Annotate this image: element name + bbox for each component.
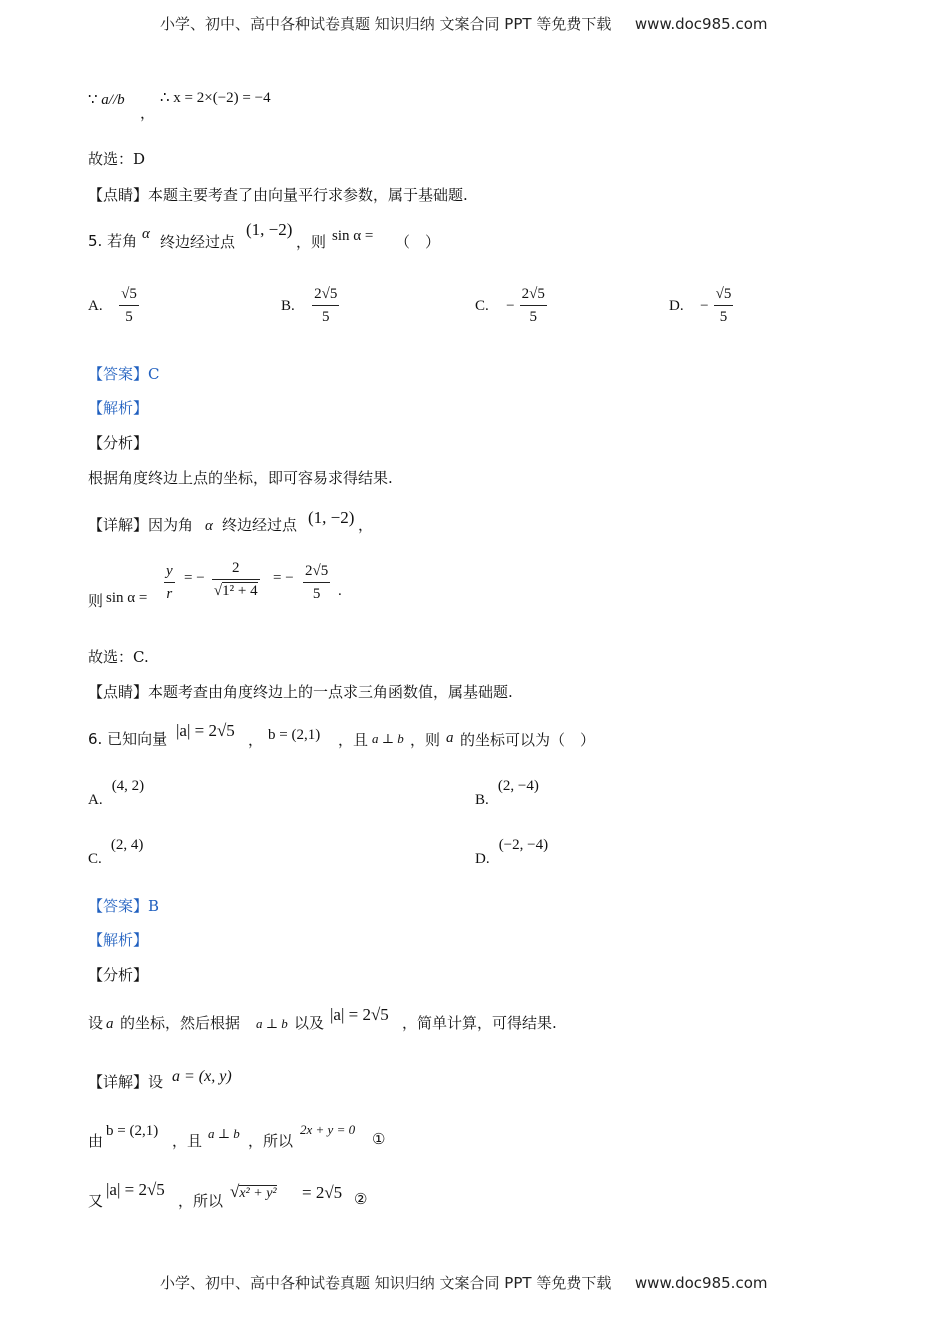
q6-option-b <box>475 775 539 808</box>
q5-fenxi-text: 根据角度终边上点的坐标，即可容易求得结果. <box>88 469 393 487</box>
page-footer <box>160 1272 767 1293</box>
q5-jiexi: 【解析】 <box>88 399 149 417</box>
choose-d: 故选：D <box>88 150 146 168</box>
option-sign: − <box>506 298 515 314</box>
footer-text: 小学、初中、高中各种试卷真题 知识归纳 文案合同 PPT 等免费下载 <box>160 1274 612 1292</box>
frac-den: 5 <box>125 309 133 325</box>
q6-ze: ，则 <box>410 731 441 749</box>
option-value: (4, 2) <box>111 778 145 794</box>
because-symbol: ∵ <box>88 92 98 108</box>
option-label: A. <box>88 298 103 314</box>
option-label: D. <box>475 851 490 867</box>
q5-mid: 终边经过点 <box>160 233 236 251</box>
q5-point: (1, −2) <box>246 220 293 239</box>
q5-result-frac <box>303 562 330 603</box>
option-fraction <box>312 285 339 326</box>
page-header <box>160 13 767 34</box>
option-label: B. <box>475 792 489 808</box>
q6-f-mid: 的坐标，然后根据 <box>120 1014 241 1032</box>
dianjing-1: 【点睛】本题主要考查了由向量平行求参数，属于基础题. <box>88 186 468 204</box>
q6-prefix: 6. 已知向量 <box>88 730 168 748</box>
option-sign: − <box>700 298 709 314</box>
frac-num: 2√5 <box>520 285 547 306</box>
q5-y-over-r <box>164 562 175 603</box>
q6-option-d <box>475 834 549 867</box>
q5-option-c <box>475 285 547 326</box>
q5-period: . <box>338 583 342 599</box>
q6-option-c <box>88 834 144 867</box>
frac-num: 2 <box>212 559 260 580</box>
q6-again-mod: |a| = 2√5 <box>106 1180 165 1199</box>
q5-sin-eq: sin α = <box>106 590 148 606</box>
sqrt-content: x² + y² <box>239 1186 277 1201</box>
q6-f-yiji: 以及 <box>294 1014 325 1032</box>
line-because <box>88 90 125 109</box>
q6-f-tail: ，简单计算，可得结果. <box>402 1014 557 1032</box>
q6-f-mod: |a| = 2√5 <box>330 1005 389 1024</box>
option-label: A. <box>88 792 103 808</box>
option-fraction <box>520 285 547 326</box>
q5-detail-comma: ， <box>358 516 374 534</box>
header-link[interactable]: www.doc985.com <box>634 15 768 33</box>
q6-again-eq: = 2√5 <box>302 1183 343 1202</box>
q5-detail-mid: 终边经过点 <box>222 516 298 534</box>
q6-answer: 【答案】B <box>88 897 160 915</box>
q6-you-qie: ，且 <box>172 1132 203 1150</box>
q6-again-circ: ② <box>354 1190 368 1208</box>
q6-again-suoyi: ，所以 <box>178 1192 224 1210</box>
q6-a: a <box>446 730 454 746</box>
q5-choose: 故选：C. <box>88 648 149 666</box>
option-value: (−2, −4) <box>498 837 549 853</box>
q6-again-sqrt: √x² + y² <box>230 1182 277 1201</box>
q5-fenxi: 【分析】 <box>88 434 149 452</box>
option-fraction <box>714 285 734 326</box>
q5-alpha: α <box>142 226 150 242</box>
therefore-expr: ∴ x = 2×(−2) = −4 <box>160 90 271 106</box>
q6-f-a: a <box>106 1016 114 1032</box>
q5-eq1: = − <box>184 570 205 586</box>
q6-tail: 的坐标可以为（ ） <box>460 731 596 749</box>
q6-you-perp: a ⊥ b <box>208 1126 240 1141</box>
footer-link[interactable]: www.doc985.com <box>634 1274 768 1292</box>
frac-num: √5 <box>714 285 734 306</box>
frac-num: √5 <box>119 285 139 306</box>
frac-den: 5 <box>719 309 728 325</box>
q6-perp: a ⊥ b <box>372 731 404 746</box>
q6-f-perp: a ⊥ b <box>256 1016 288 1031</box>
frac-den: 5 <box>312 586 321 602</box>
option-value: (2, −4) <box>497 778 539 794</box>
option-label: D. <box>669 298 684 314</box>
option-label: C. <box>475 298 489 314</box>
header-text: 小学、初中、高中各种试卷真题 知识归纳 文案合同 PPT 等免费下载 <box>160 15 612 33</box>
q5-detail-alpha: α <box>205 518 213 534</box>
q6-you-circ: ① <box>372 1130 386 1148</box>
q5-prefix: 5. 若角 <box>88 232 138 250</box>
option-label: B. <box>281 298 295 314</box>
q6-jiexi: 【解析】 <box>88 931 149 949</box>
q5-option-a <box>88 285 139 326</box>
q6-you-suoyi: ，所以 <box>248 1132 294 1150</box>
frac-num: 2√5 <box>303 562 330 583</box>
q6-comma: ， <box>248 731 264 749</box>
q5-stem <box>88 230 137 251</box>
q5-ze: 则 <box>88 592 104 610</box>
q6-qie: ，且 <box>338 731 369 749</box>
option-value: (2, 4) <box>110 837 144 853</box>
option-fraction <box>119 285 139 326</box>
frac-num: 2√5 <box>312 285 339 306</box>
q5-then: ，则 <box>296 233 327 251</box>
frac-den: 5 <box>529 309 538 325</box>
q6-detail-prefix: 【详解】设 <box>88 1073 164 1091</box>
frac-den: r <box>166 586 173 602</box>
q5-answer: 【答案】C <box>88 365 160 383</box>
q5-dianjing: 【点睛】本题考查由角度终边上的一点求三角函数值，属基础题. <box>88 683 513 701</box>
q5-paren: （ ） <box>395 233 441 251</box>
q6-option-a <box>88 775 145 808</box>
parallel-expr: a//b <box>101 92 125 108</box>
frac-num: y <box>164 562 175 583</box>
q6-mod: |a| = 2√5 <box>176 721 235 740</box>
comma: ， <box>140 104 156 122</box>
q5-middle-frac <box>212 559 260 600</box>
frac-den: 5 <box>321 309 330 325</box>
q6-f-she: 设 <box>88 1014 104 1032</box>
q5-eq2: = − <box>273 570 294 586</box>
q5-option-d <box>669 285 733 326</box>
frac-den: √1² + 4 <box>213 583 258 599</box>
q6-fenxi: 【分析】 <box>88 966 149 984</box>
q5-sin: sin α = <box>332 228 374 244</box>
q5-detail-prefix: 【详解】因为角 <box>88 516 194 534</box>
option-label: C. <box>88 851 102 867</box>
q6-you-b: b = (2,1) <box>106 1123 159 1139</box>
q6-b: b = (2,1) <box>268 727 321 743</box>
q6-you: 由 <box>88 1132 104 1150</box>
q6-detail-vec: a = (x, y) <box>172 1068 232 1085</box>
q6-you-eq: 2x + y = 0 <box>300 1122 356 1137</box>
q5-detail-point: (1, −2) <box>308 508 355 527</box>
sqrt-content: 1² + 4 <box>222 583 258 599</box>
q6-again: 又 <box>88 1192 104 1210</box>
q5-option-b <box>281 285 339 326</box>
